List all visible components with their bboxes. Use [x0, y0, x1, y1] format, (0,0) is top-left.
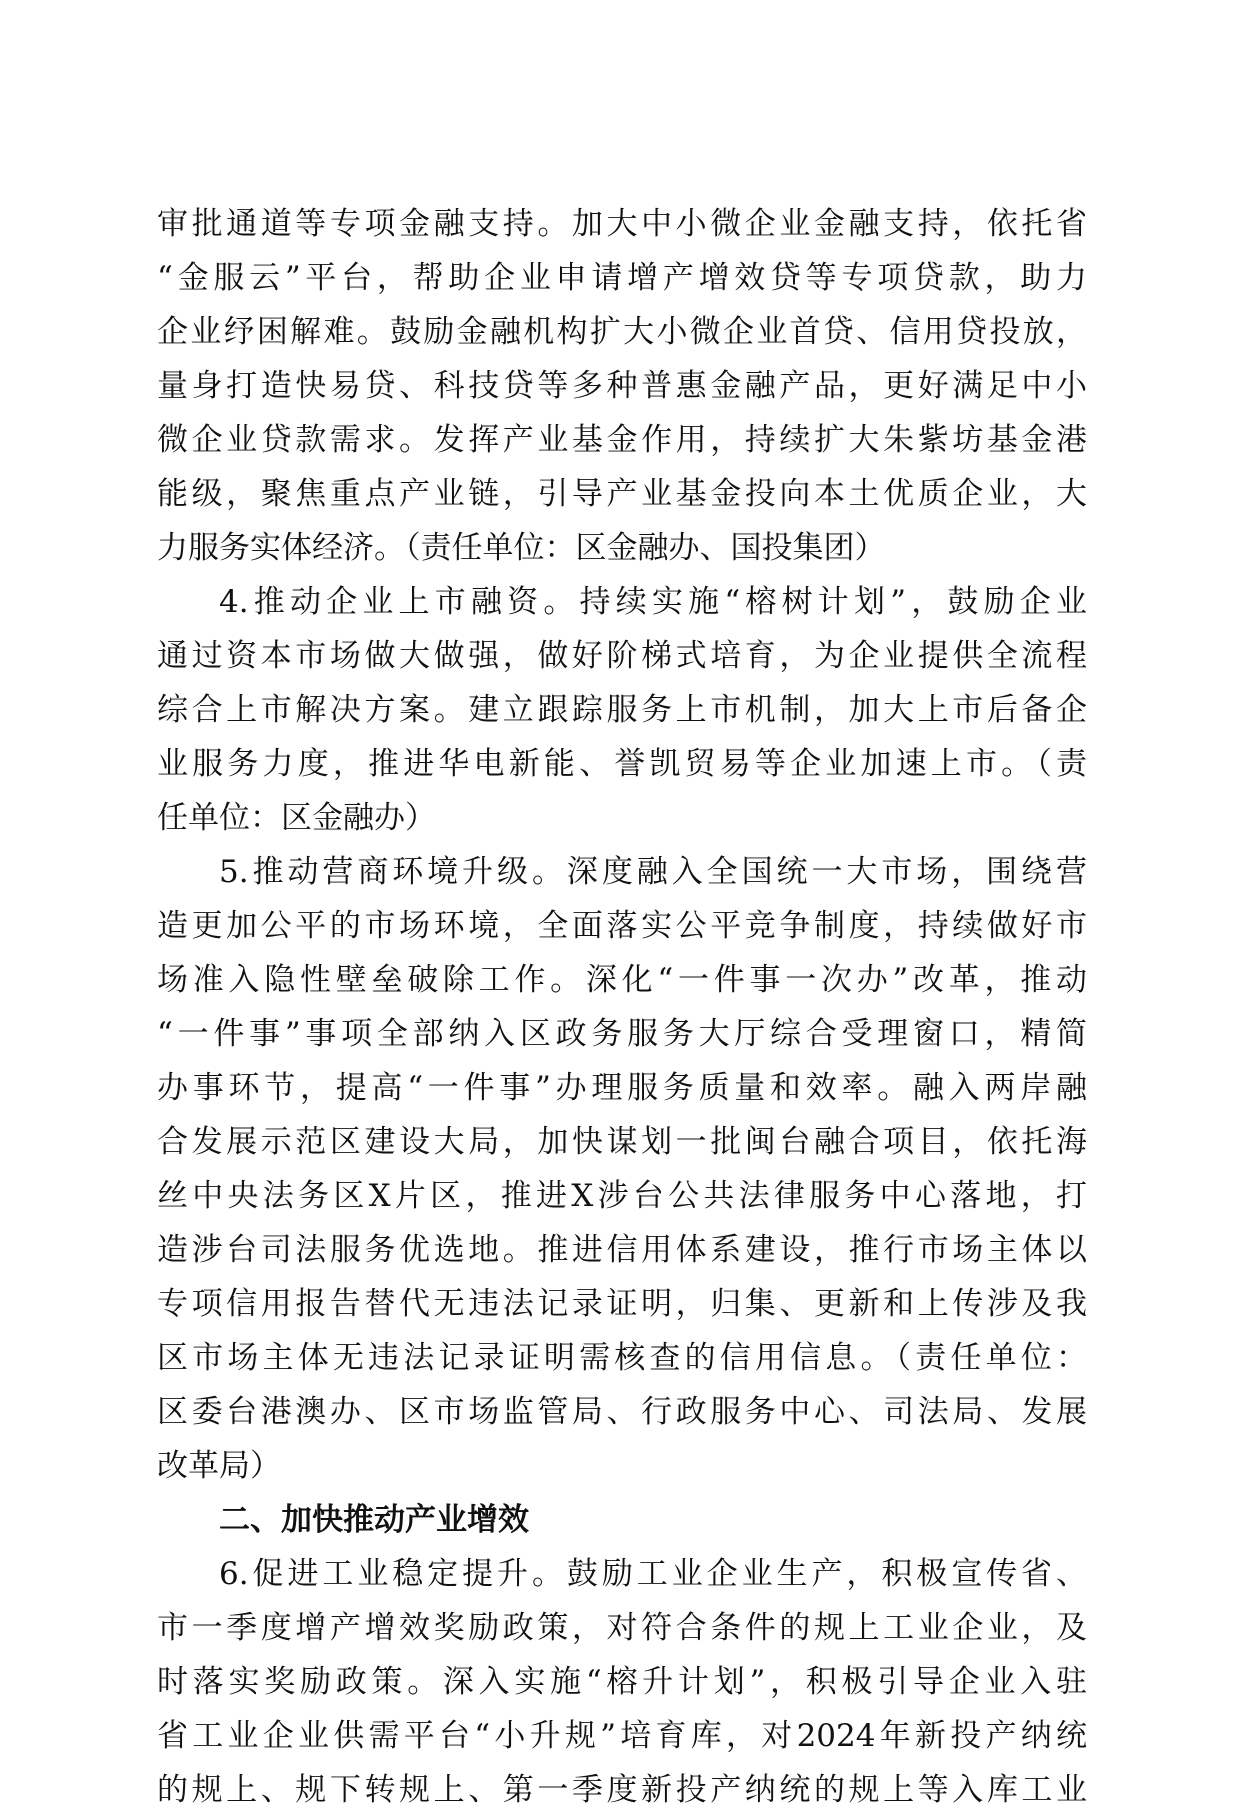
paragraph-line: 办事环节，提高“一件事”办理服务质量和效率。融入两岸融: [157, 1070, 1087, 1106]
paragraph-line: 企业纾困解难。鼓励金融机构扩大小微企业首贷、信用贷投放，: [157, 314, 1087, 350]
paragraph-line: 造涉台司法服务优选地。推进信用体系建设，推行市场主体以: [157, 1232, 1087, 1268]
paragraph-line: 区委台港澳办、区市场监管局、行政服务中心、司法局、发展: [157, 1394, 1087, 1430]
paragraph-line: 的规上、规下转规上、第一季度新投产纳统的规上等入库工业: [157, 1772, 1087, 1808]
section-heading: 二、加快推动产业增效: [219, 1502, 529, 1538]
paragraph-line: 5.推动营商环境升级。深度融入全国统一大市场，围绕营: [219, 854, 1087, 890]
paragraph-line: 业服务力度，推进华电新能、誉凯贸易等企业加速上市。（责: [157, 746, 1087, 782]
paragraph-line: 丝中央法务区X片区，推进X涉台公共法律服务中心落地，打: [157, 1178, 1087, 1214]
paragraph-line: “金服云”平台，帮助企业申请增产增效贷等专项贷款，助力: [157, 260, 1087, 296]
paragraph-line: 省工业企业供需平台“小升规”培育库，对2024年新投产纳统: [157, 1718, 1087, 1754]
paragraph-line: 审批通道等专项金融支持。加大中小微企业金融支持，依托省: [157, 206, 1087, 242]
paragraph-line: 力服务实体经济。（责任单位：区金融办、国投集团）: [157, 530, 886, 566]
paragraph-line: 区市场主体无违法记录证明需核查的信用信息。（责任单位：: [157, 1340, 1087, 1376]
paragraph-line: 量身打造快易贷、科技贷等多种普惠金融产品，更好满足中小: [157, 368, 1087, 404]
paragraph-line: “一件事”事项全部纳入区政务服务大厅综合受理窗口，精简: [157, 1016, 1087, 1052]
paragraph-line: 市一季度增产增效奖励政策，对符合条件的规上工业企业，及: [157, 1610, 1087, 1646]
paragraph-line: 通过资本市场做大做强，做好阶梯式培育，为企业提供全流程: [157, 638, 1087, 674]
paragraph-line: 合发展示范区建设大局，加快谋划一批闽台融合项目，依托海: [157, 1124, 1087, 1160]
paragraph-line: 改革局）: [157, 1448, 281, 1484]
paragraph-line: 任单位：区金融办）: [157, 800, 436, 836]
paragraph-line: 综合上市解决方案。建立跟踪服务上市机制，加大上市后备企: [157, 692, 1087, 728]
paragraph-line: 4.推动企业上市融资。持续实施“榕树计划”，鼓励企业: [219, 584, 1087, 620]
paragraph-line: 专项信用报告替代无违法记录证明，归集、更新和上传涉及我: [157, 1286, 1087, 1322]
paragraph-line: 6.促进工业稳定提升。鼓励工业企业生产，积极宣传省、: [219, 1556, 1087, 1592]
paragraph-line: 造更加公平的市场环境，全面落实公平竞争制度，持续做好市: [157, 908, 1087, 944]
paragraph-line: 场准入隐性壁垒破除工作。深化“一件事一次办”改革，推动: [157, 962, 1087, 998]
paragraph-line: 能级，聚焦重点产业链，引导产业基金投向本土优质企业，大: [157, 476, 1087, 512]
paragraph-line: 时落实奖励政策。深入实施“榕升计划”，积极引导企业入驻: [157, 1664, 1087, 1700]
paragraph-line: 微企业贷款需求。发挥产业基金作用，持续扩大朱紫坊基金港: [157, 422, 1087, 458]
